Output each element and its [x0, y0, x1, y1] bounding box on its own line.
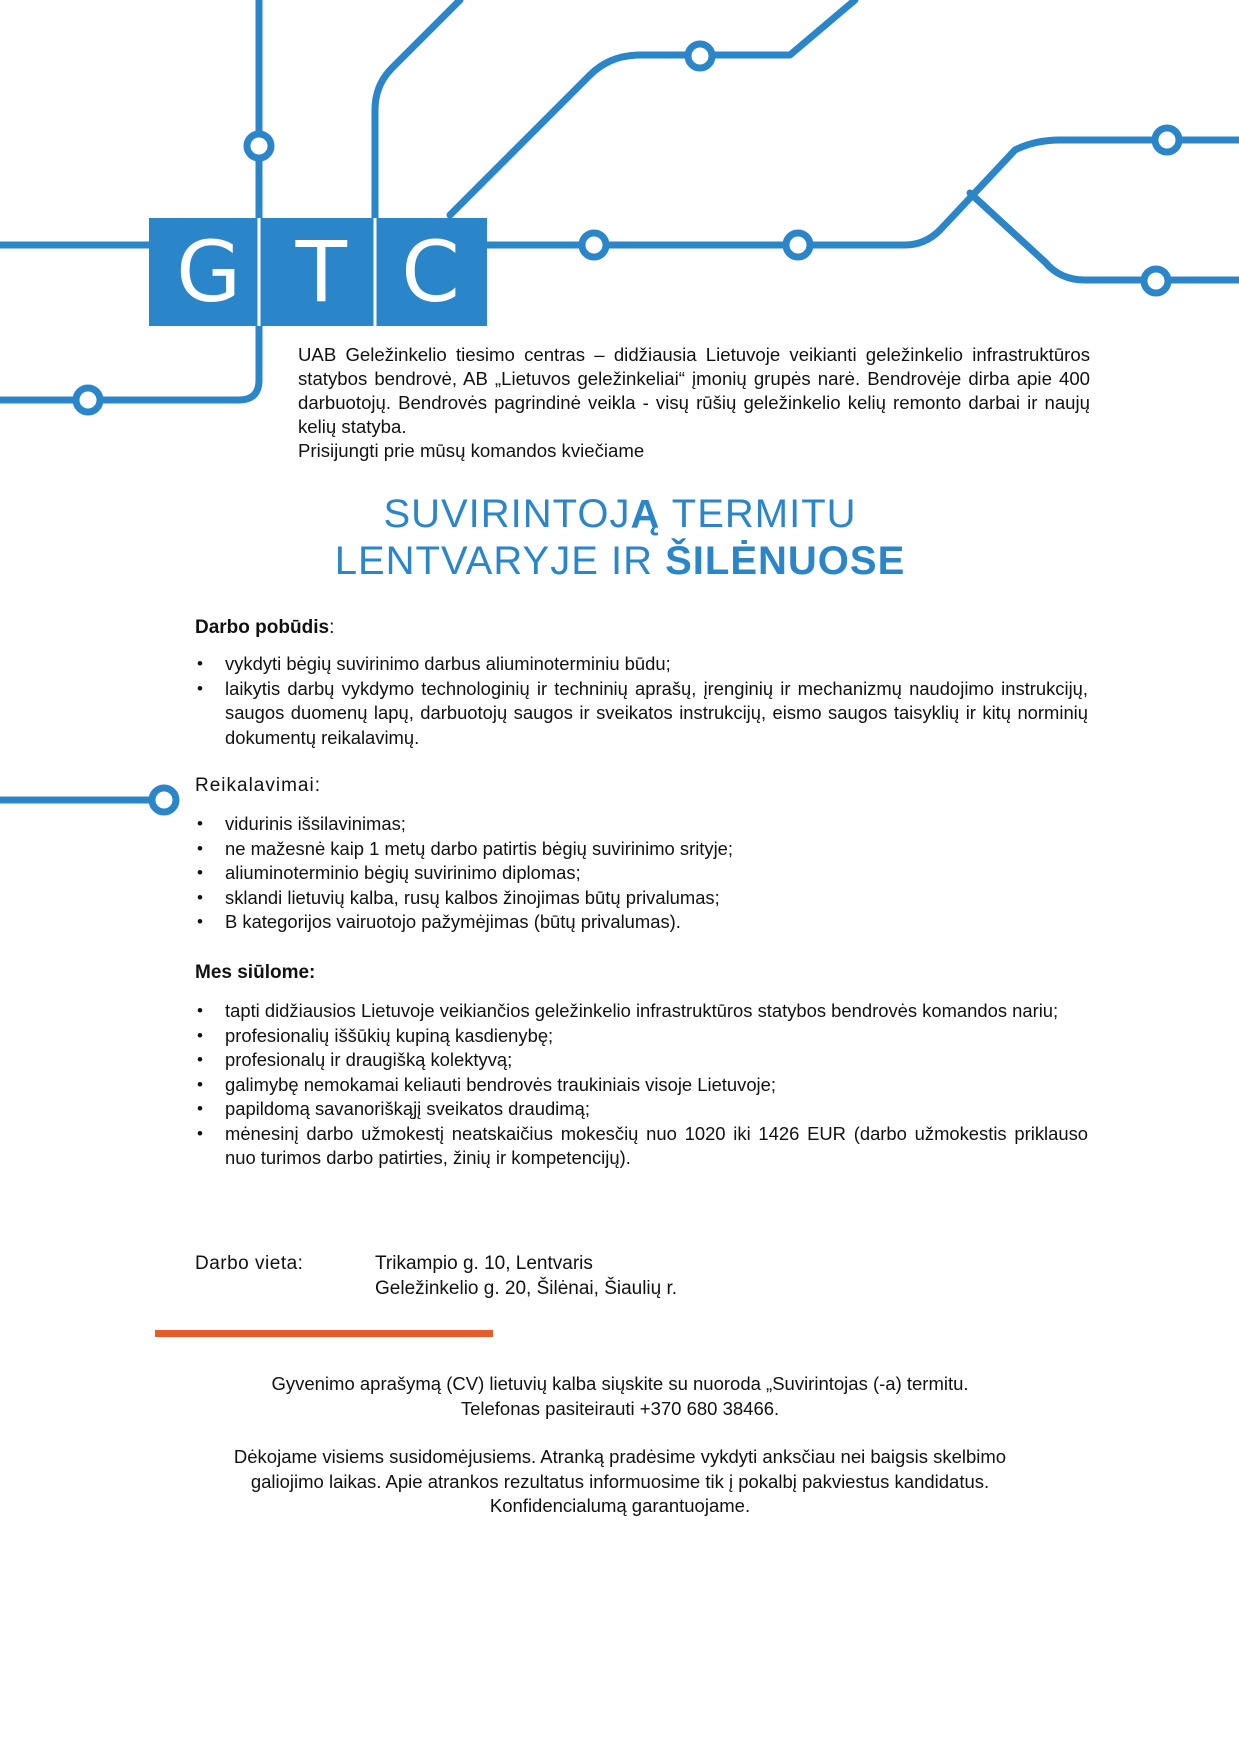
duties-heading [195, 617, 334, 639]
station-dot [152, 788, 176, 812]
logo-letter: T [295, 223, 347, 321]
list-item: • B kategorijos vairuotojo pažymėjimas (būtų privalumas). [195, 910, 1088, 935]
gtc-logo-text [149, 218, 487, 326]
job-title-line-1 [180, 491, 1060, 538]
list-item: • vidurinis išsilavinimas; [195, 812, 1088, 837]
title-part: LENTVARYJE IR [334, 539, 666, 583]
title-part-bold: Ą [630, 492, 661, 536]
logo-letter: G [176, 223, 242, 321]
workplace-address-1: Trikampio g. 10, Lentvaris [375, 1253, 593, 1274]
requirements-list [195, 812, 1088, 935]
duties-list [195, 652, 1088, 750]
station-dot [582, 233, 606, 257]
cv-instructions: Gyvenimo aprašymą (CV) lietuvių kalba siųskite su nuoroda „Suvirintojas (-a) termitu. [271, 1373, 969, 1394]
list-item: • vykdyti bėgių suvirinimo darbus aliuminoterminiu būdu; [195, 652, 1088, 677]
list-item: • laikytis darbų vykdymo technologinių ir techninių aprašų, įrenginių ir mechanizmų naudojimo instrukcijų, saugos duomenų lapų, darbuotojų saugos ir sveikatos instrukcijų, eismo saugos taisyklių ir kitų norminių dokumentų reikalavimų. [195, 677, 1088, 751]
thanks-line: Konfidencialumą garantuojame. [489, 1495, 751, 1516]
list-item: • profesionalių iššūkių kupiną kasdienybę; [195, 1024, 1088, 1049]
station-dot [76, 388, 100, 412]
list-item: • galimybę nemokamai keliauti bendrovės traukiniais visoje Lietuvoje; [195, 1073, 1088, 1098]
branch-track-line [970, 193, 1239, 280]
list-item: • tapti didžiausios Lietuvoje veikiančios geležinkelio infrastruktūros statybos bendrovės komandos nariu; [195, 999, 1088, 1024]
requirements-heading: Reikalavimai: [195, 775, 321, 796]
station-dot [247, 134, 271, 158]
list-item: • profesionalų ir draugišką kolektyvą; [195, 1048, 1088, 1073]
intro-paragraph: UAB Geležinkelio tiesimo centras – didžiausia Lietuvoje veikianti geležinkelio infrastruktūros statybos bendrovė, AB „Lietuvos geležinkeliai“ įmonių grupės narė. Bendrovėje dirba apie 400 darbuotojų. Bendrovės pagrindinė veikla - visų rūšių geležinkelio kelių remonto darbai ir naujų kelių statyba. [298, 344, 1090, 437]
orange-divider [155, 1330, 493, 1337]
list-item: • papildomą savanoriškąjį sveikatos draudimą; [195, 1097, 1088, 1122]
duties-heading-text: Darbo pobūdis [195, 617, 330, 638]
phone-info: Telefonas pasiteirauti +370 680 38466. [460, 1397, 780, 1419]
company-intro [298, 343, 1090, 463]
title-part: SUVIRINTOJ [383, 492, 631, 536]
list-item: • sklandi lietuvių kalba, rusų kalbos žinojimas būtų privalumas; [195, 886, 1088, 911]
logo-letter: C [401, 223, 460, 321]
offer-heading: Mes siūlome: [195, 962, 316, 983]
station-dot [1144, 269, 1168, 293]
duties-heading-colon: : [329, 617, 335, 638]
job-title [180, 491, 1060, 585]
list-item: • aliuminoterminio bėgių suvirinimo diplomas; [195, 861, 1088, 886]
title-part: TERMITU [660, 492, 857, 536]
list-item: • mėnesinį darbo užmokestį neatskaičius mokesčių nuo 1020 iki 1426 EUR (darbo užmokestis priklauso nuo turimos darbo patirties, žinių ir kompetencijų). [195, 1122, 1088, 1171]
station-dot [1155, 128, 1179, 152]
station-dot [688, 44, 712, 68]
contact-section [140, 1372, 1100, 1519]
job-title-line-2 [180, 538, 1060, 585]
diagonal-track-line [450, 0, 855, 215]
list-item: • ne mažesnė kaip 1 metų darbo patirtis bėgių suvirinimo srityje; [195, 837, 1088, 862]
station-dot [786, 233, 810, 257]
workplace-label: Darbo vieta: [195, 1253, 304, 1274]
thanks-line: Dėkojame visiems susidomėjusiems. Atranką pradėsime vykdyti anksčiau nei baigsis skelbimo [233, 1446, 1007, 1467]
title-part-bold: ŠILĖNUOSE [665, 539, 906, 583]
left-track-line [0, 0, 259, 400]
intro-invite: Prisijungti prie mūsų komandos kviečiame [298, 440, 645, 461]
workplace-address-2: Geležinkelio g. 20, Šilėnai, Šiaulių r. [375, 1278, 678, 1299]
thanks-line: galiojimo laikas. Apie atrankos rezultatus informuosime tik į pokalbį pakviestus kandidatus. [250, 1470, 990, 1492]
offer-list [195, 999, 1088, 1171]
